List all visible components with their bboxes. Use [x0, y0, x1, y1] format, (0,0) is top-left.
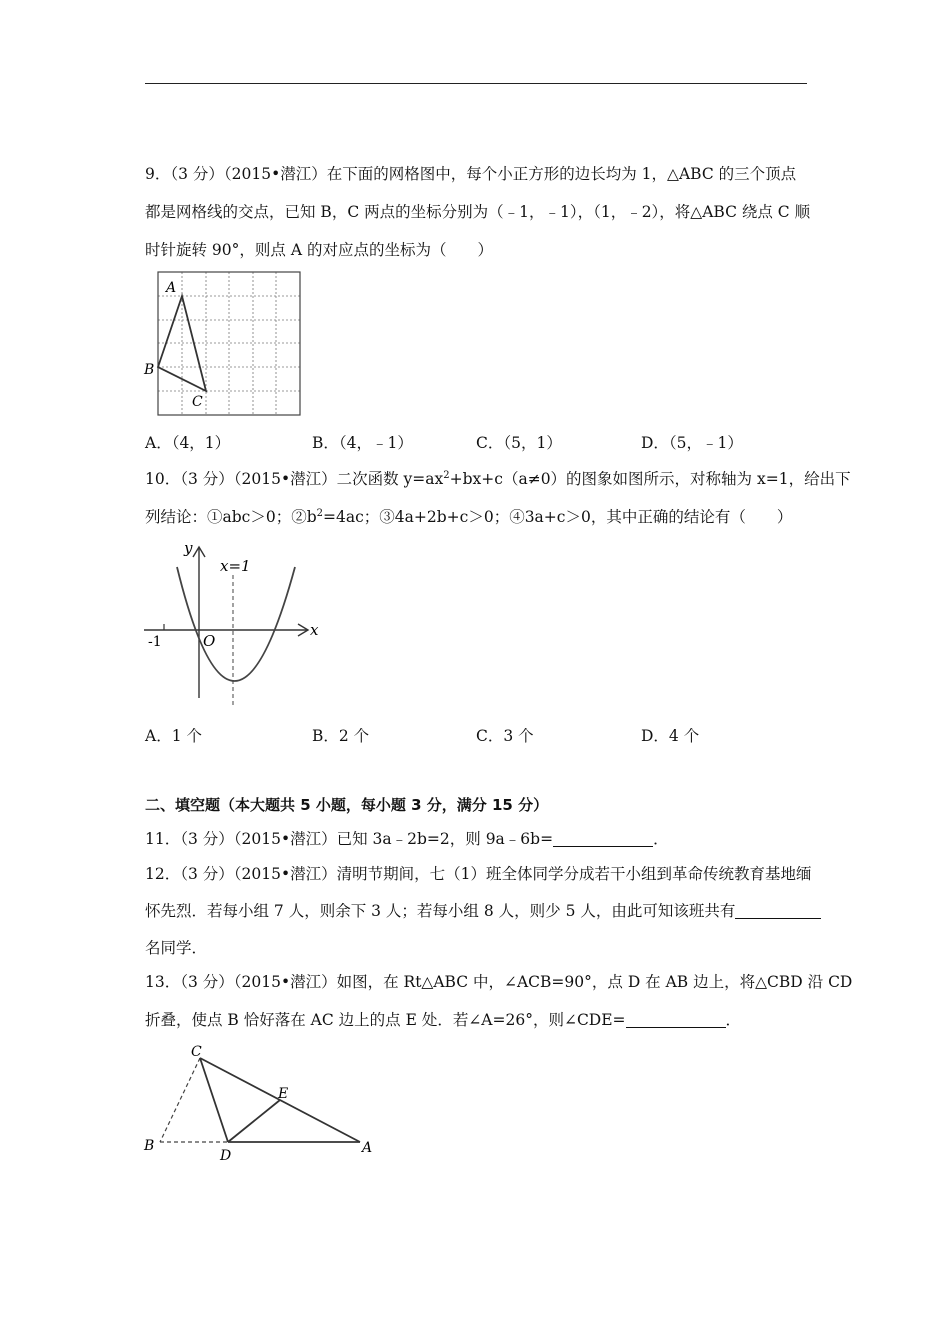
q10-option-b[interactable]: B．2 个 [312, 727, 370, 745]
q9-option-b[interactable]: B．（4，﹣1） [312, 434, 413, 452]
q13-label-c: C [191, 1044, 202, 1060]
q10-neg-one-label: -1 [148, 634, 162, 650]
q10-symmetry-axis-label: x=1 [220, 557, 251, 575]
q12-line-2: 怀先烈．若每小组 7 人，则余下 3 人；若每小组 8 人，则少 5 人，由此可知该班共有 [145, 901, 821, 921]
q9-label-c: C [192, 394, 203, 410]
q11-answer-blank[interactable] [553, 830, 653, 847]
q9-line-3: 时针旋转 90°，则点 A 的对应点的坐标为（ ） [145, 241, 493, 259]
q9-label-b: B [144, 362, 155, 378]
q13-answer-blank[interactable] [626, 1011, 726, 1028]
q13-line-2: 折叠，使点 B 恰好落在 AC 边上的点 E 处．若∠A=26°，则∠CDE= ． [145, 1011, 742, 1029]
section-2-heading: 二、填空题（本大题共 5 小题，每小题 3 分，满分 15 分） [145, 796, 549, 814]
q13-label-d: D [220, 1148, 232, 1164]
q10-origin-label: O [203, 632, 216, 650]
q10-line-2: 列结论：①abc＞0；$②b^2=4ac$；③4a+2b+c＞0；④3a+c＞0，其中正确的结论有（ ） [145, 507, 793, 526]
q13-label-a: A [362, 1140, 373, 1156]
q10-x-axis-label: x [310, 621, 319, 639]
q9-option-d[interactable]: D．（5，﹣1） [641, 434, 743, 452]
q13-line-1: 13．（3 分）（2015•潜江）如图，在 Rt△ABC 中，∠ACB=90°，点 D 在 AB 边上，将△CBD 沿 CD [145, 973, 853, 991]
q12-answer-blank[interactable] [735, 902, 821, 919]
q9-line-1: 9．（3 分）（2015•潜江）在下面的网格图中，每个小正方形的边长均为 1，△ABC 的三个顶点 [145, 165, 797, 183]
q9-line-2: 都是网格线的交点，已知 B，C 两点的坐标分别为（﹣1，﹣1），（1，﹣2），将△ABC 绕点 C 顺 [145, 203, 811, 221]
q10-option-d[interactable]: D．4 个 [641, 727, 700, 745]
q9-option-c[interactable]: C．（5，1） [476, 434, 562, 452]
q12-line-3: 名同学． [145, 939, 208, 957]
q11-line: 11．（3 分）（2015•潜江）已知 3a﹣2b=2，则 9a﹣6b= ． [145, 830, 669, 848]
q12-line-1: 12．（3 分）（2015•潜江）清明节期间，七（1）班全体同学分成若干小组到革命传统教育基地缅 [145, 865, 812, 883]
q13-label-b: B [144, 1138, 155, 1154]
q13-triangle-figure [138, 1036, 383, 1164]
q9-label-a: A [166, 280, 177, 296]
q10-line-1: 10．（3 分）（2015•潜江）二次函数 $y=ax^2+bx+c(a\ne 0)$的图象如图所示，对称轴为 x=1，给出下 [145, 469, 851, 488]
q10-parabola-graph [140, 535, 330, 715]
header-rule [145, 83, 807, 84]
q10-y-axis-label: y [184, 539, 193, 557]
q9-grid-figure [140, 268, 310, 418]
q10-option-a[interactable]: A．1 个 [145, 727, 202, 745]
q10-option-c[interactable]: C．3 个 [476, 727, 534, 745]
q13-label-e: E [278, 1086, 289, 1102]
q9-option-a[interactable]: A．（4，1） [145, 434, 231, 452]
